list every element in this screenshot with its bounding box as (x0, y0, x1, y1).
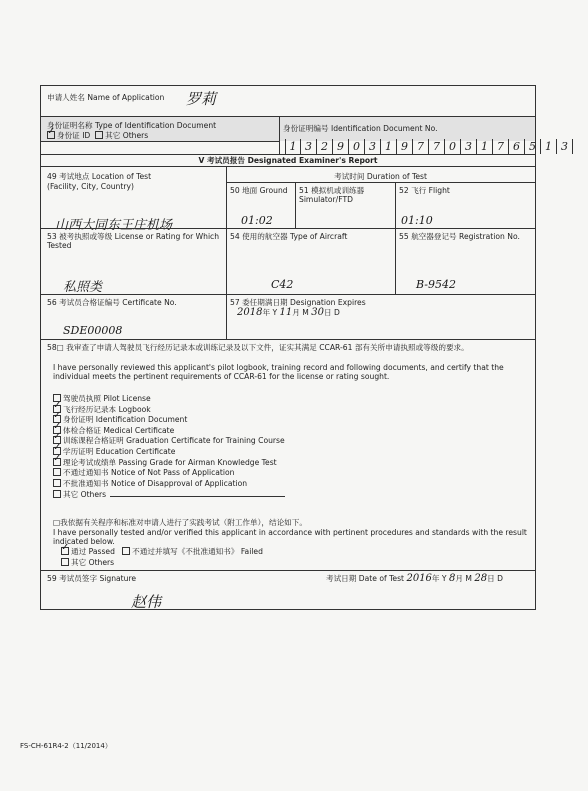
review-document-list (53, 394, 285, 500)
passed-checkbox[interactable] (61, 547, 69, 555)
review-item (53, 458, 285, 469)
test-date-year-unit: 年 Y (431, 574, 447, 583)
review-item (53, 479, 285, 490)
review-item-checkbox[interactable] (53, 468, 61, 476)
signature-value[interactable]: 赵伟 (131, 593, 162, 611)
designation-date[interactable] (237, 308, 340, 317)
practical-statement-cn: □我依据有关程序和标准对申请人进行了实践考试（附工作单），结论如下。 (53, 518, 307, 527)
test-date-day: 28 (474, 573, 488, 584)
test-date-year: 2016 (406, 573, 432, 584)
aircraft-value[interactable]: C42 (271, 278, 294, 291)
review-statement-en: I have personally reviewed this applicant's pilot logbook, training record and following documents, and certify that the individual meets the pertinent requirements of CCAR-61 for the license or rating sought. (53, 363, 504, 381)
id-digit: 0 (349, 139, 365, 154)
id-digit: 3 (557, 139, 573, 154)
license-value[interactable]: 私照类 (63, 280, 103, 295)
ground-label: 50 地面 Ground (230, 186, 288, 195)
review-item-checkbox[interactable] (53, 490, 61, 498)
other-id-checkbox[interactable] (95, 131, 103, 139)
review-item (53, 436, 285, 447)
id-digit: 9 (397, 139, 413, 154)
review-item-label: 训练课程合格证明 Graduation Certificate for Training Course (63, 436, 285, 446)
applicant-name-value[interactable]: 罗莉 (186, 90, 217, 108)
test-date-field[interactable] (326, 574, 503, 583)
license-label: 53 被考执照或等级 License or Rating for Which Tested (47, 232, 220, 250)
applicant-label: 申请人姓名 Name of Application (47, 93, 165, 102)
designation-day: 30 (311, 307, 324, 318)
other-id-option-label: 其它 Others (105, 131, 149, 140)
id-digit: 1 (285, 139, 301, 154)
review-item-checkbox[interactable] (53, 458, 61, 466)
designation-year: 2018 (237, 307, 263, 318)
registration-value[interactable]: B-9542 (416, 278, 456, 291)
id-digit: 3 (461, 139, 477, 154)
id-digit: 6 (509, 139, 525, 154)
review-item-label: 驾驶员执照 Pilot License (63, 394, 151, 403)
id-option-label: 身份证 ID (57, 131, 91, 140)
certificate-value[interactable]: SDE00008 (63, 324, 123, 337)
id-number-label: 身份证明编号 Identification Document No. (283, 124, 438, 133)
review-item-label: 不通过通知书 Notice of Not Pass of Application (63, 468, 235, 478)
location-value[interactable]: 山西大同东王庄机场 (55, 218, 173, 233)
failed-checkbox[interactable] (122, 547, 130, 555)
review-item (53, 426, 285, 437)
review-item (53, 405, 285, 416)
simulator-label: 51 模拟机或训练器 Simulator/FTD (299, 186, 365, 204)
id-number-digits[interactable] (285, 139, 573, 154)
location-label: 49 考试地点 Location of Test (47, 172, 152, 181)
failed-label: 不通过并填写《不批准通知书》 Failed (132, 547, 263, 556)
section-title: V 考试员报告 Designated Examiner's Report (198, 156, 378, 165)
review-item-label: 不批准通知书 Notice of Disapproval of Application (63, 478, 248, 488)
id-digit: 7 (429, 139, 445, 154)
id-type-label: 身份证明名称 Type of Identification Document (47, 121, 217, 130)
id-checkbox[interactable] (47, 131, 55, 139)
test-date-label: 考试日期 Date of Test (326, 574, 405, 583)
id-digit: 1 (541, 139, 557, 154)
review-statement-cn: 58□ 我审查了申请人驾驶员飞行经历记录本或训练记录及以下文件，证实其满足 CCAR-61 部有关所申请执照或等级的要求。 (47, 343, 469, 352)
id-digit: 0 (445, 139, 461, 154)
result-options (61, 547, 263, 556)
id-digit: 9 (333, 139, 349, 154)
id-digit: 7 (493, 139, 509, 154)
examiner-report-form (40, 85, 568, 611)
signature-label: 59 考试员签字 Signature (47, 574, 137, 583)
review-item-checkbox[interactable] (53, 479, 61, 487)
id-digit: 5 (525, 139, 541, 154)
review-item (53, 415, 285, 426)
test-date-month: 8 (449, 573, 456, 584)
designation-label: 57 委任期满日期 Designation Expires (230, 298, 366, 307)
location-sublabel: (Facility, City, Country) (47, 182, 134, 191)
test-date-month-unit: 月 M (455, 574, 472, 583)
duration-label: 考试时间 Duration of Test (334, 172, 427, 181)
others-underline[interactable] (110, 489, 285, 497)
review-item-label: 体检合格证 Medical Certificate (63, 425, 175, 435)
review-item-label: 学历证明 Education Certificate (63, 446, 176, 456)
review-item (53, 447, 285, 458)
id-type-options (47, 131, 148, 140)
aircraft-label: 54 使用的航空器 Type of Aircraft (230, 232, 348, 241)
form-number: FS-CH-61R4-2（11/2014） (20, 742, 112, 750)
practical-statement-en: I have personally tested and/or verified this applicant in accordance with pertinent procedures and standards with the result indicated below. (53, 528, 527, 546)
id-digit: 3 (301, 139, 317, 154)
id-digit: 7 (413, 139, 429, 154)
review-item (53, 394, 285, 405)
passed-label: 通过 Passed (71, 547, 115, 556)
registration-label: 55 航空器登记号 Registration No. (399, 232, 520, 241)
id-digit: 3 (365, 139, 381, 154)
certificate-label: 56 考试员合格证编号 Certificate No. (47, 298, 177, 307)
review-item-label: 身份证明 Identification Document (63, 415, 188, 425)
other-result-checkbox[interactable] (61, 558, 69, 566)
designation-year-unit: 年 Y (262, 308, 278, 317)
other-result-label: 其它 Others (71, 558, 115, 567)
test-date-day-unit: 日 D (487, 574, 503, 583)
id-digit: 2 (317, 139, 333, 154)
review-item-label: 其它 Others (63, 490, 107, 500)
id-digit: 1 (477, 139, 493, 154)
flight-label: 52 飞行 Flight (399, 186, 450, 195)
designation-month: 11 (279, 307, 293, 318)
other-result (61, 558, 114, 567)
review-item (53, 468, 285, 479)
designation-day-unit: 日 D (323, 308, 340, 317)
review-item-label: 理论考试成绩单 Passing Grade for Airman Knowledge Test (63, 457, 277, 467)
designation-month-unit: 月 M (292, 308, 309, 317)
ground-value[interactable]: 01:02 (241, 214, 273, 227)
review-item (53, 489, 285, 500)
flight-value[interactable]: 01:10 (401, 214, 433, 227)
review-item-label: 飞行经历记录本 Logbook (63, 404, 151, 414)
id-digit: 1 (381, 139, 397, 154)
